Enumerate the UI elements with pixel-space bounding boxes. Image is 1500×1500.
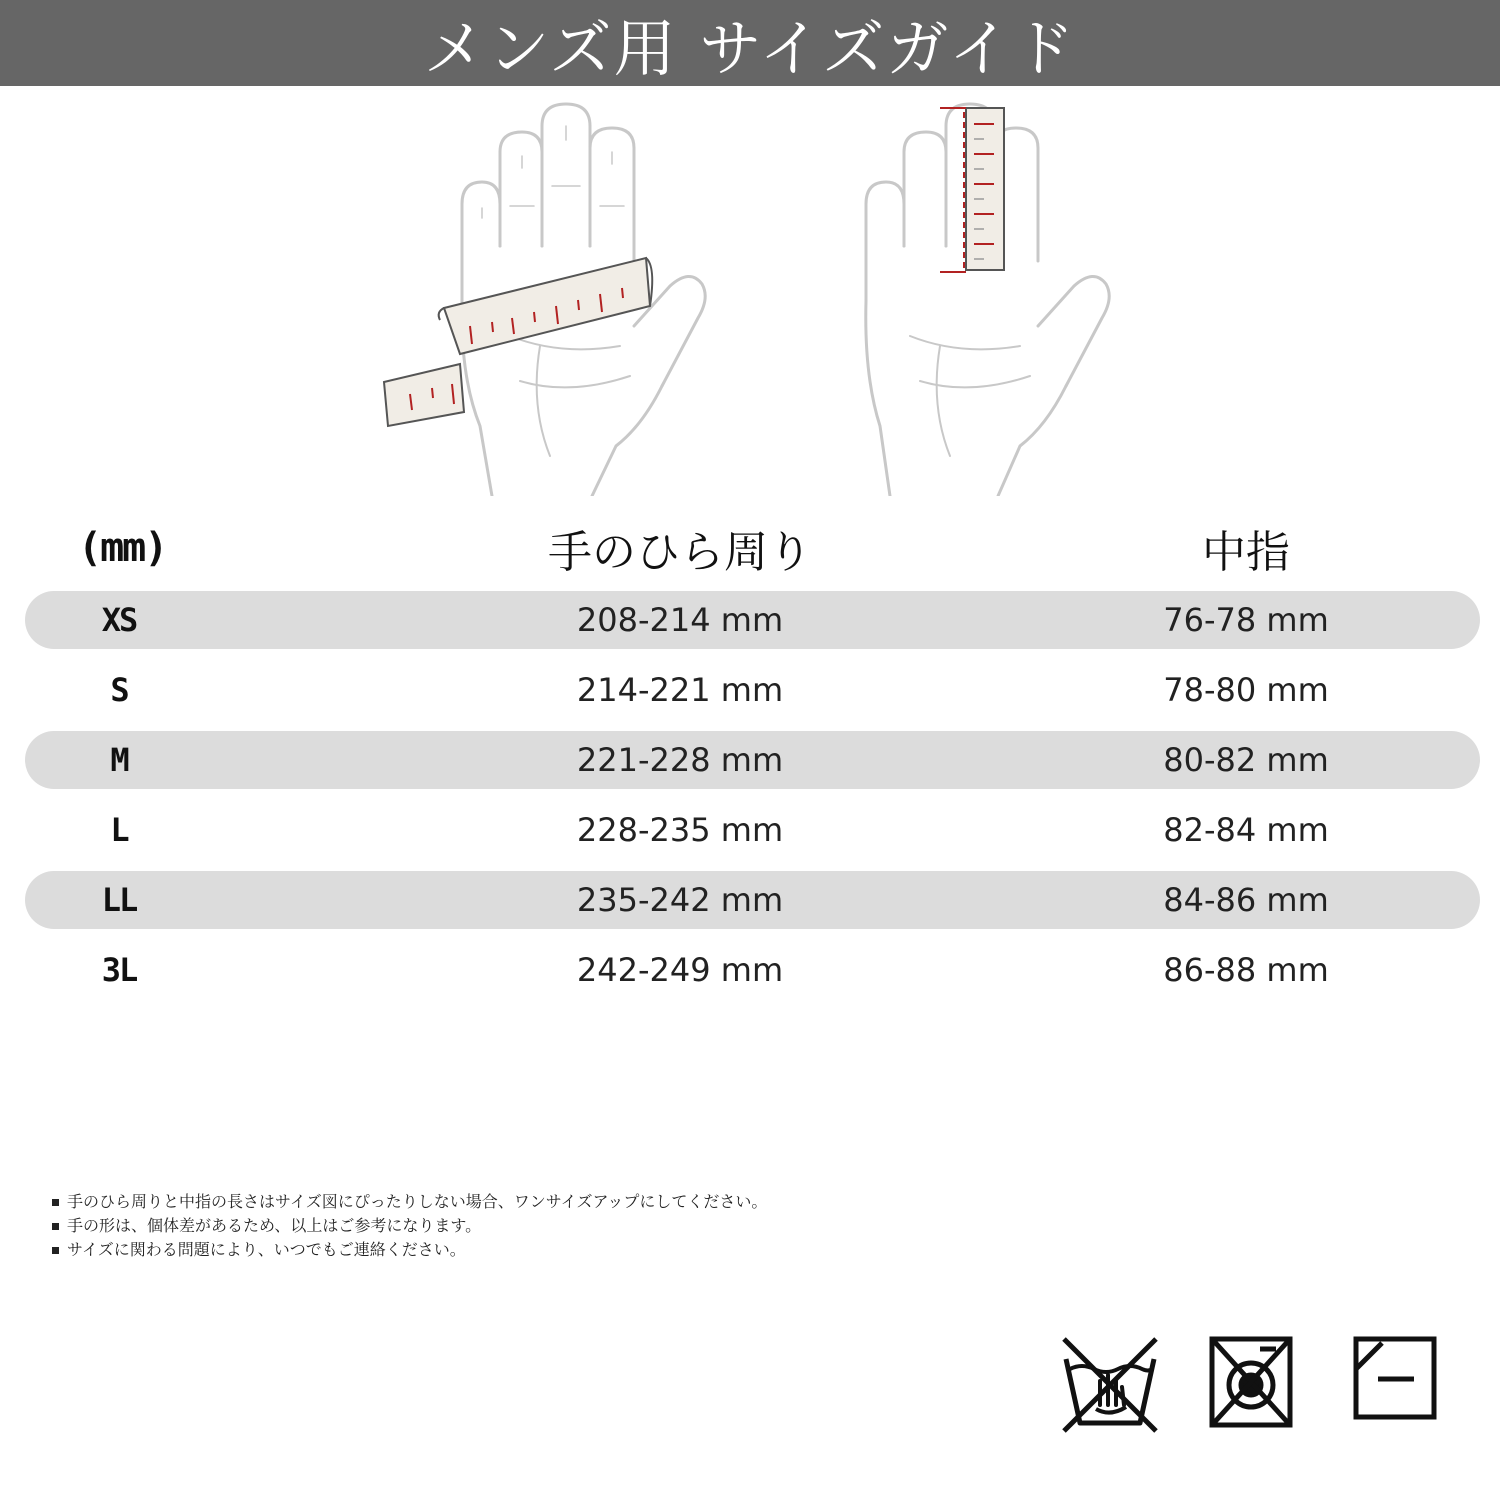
size-cell: XS (101, 601, 137, 639)
size-cell: LL (101, 881, 137, 919)
palm-cell: 208-214 mm (576, 601, 784, 639)
palm-circumference-header: 手のひら周り (548, 527, 812, 578)
finger-cell: 84-86 mm (1163, 881, 1329, 919)
table-row (25, 871, 1480, 929)
table-row (25, 661, 1480, 719)
hand-illustrations (0, 86, 1500, 496)
size-cell: L (110, 811, 128, 849)
note-item (52, 1190, 1052, 1214)
bullet-icon (52, 1223, 59, 1230)
finger-cell: 82-84 mm (1163, 811, 1329, 849)
note-item (52, 1238, 1052, 1262)
table-row (25, 801, 1480, 859)
size-cell: 3L (101, 951, 137, 989)
note-text: 手のひら周りと中指の長さはサイズ図にぴったりしない場合、ワンサイズアップにしてください。 (67, 1192, 768, 1211)
palm-cell: 221-228 mm (576, 741, 784, 779)
finger-cell: 80-82 mm (1163, 741, 1329, 779)
unit-label: (mm) (78, 525, 167, 571)
note-text: 手の形は、個体差があるため、以上はご参考になります。 (67, 1216, 482, 1235)
middle-finger-header: 中指 (1202, 527, 1290, 578)
bullet-icon (52, 1199, 59, 1206)
page-header (0, 0, 1500, 86)
table-row (25, 591, 1480, 649)
table-row (25, 941, 1480, 999)
palm-cell: 242-249 mm (576, 951, 784, 989)
palm-cell: 235-242 mm (576, 881, 784, 919)
notes-list (52, 1190, 1052, 1262)
palm-cell: 228-235 mm (576, 811, 784, 849)
page-title: メンズ用 サイズガイド (423, 11, 1077, 85)
size-table (25, 591, 1480, 1011)
no-tumble-dry-icon (1208, 1335, 1294, 1429)
no-hand-wash-icon (1060, 1335, 1160, 1435)
dry-flat-icon (1352, 1335, 1438, 1421)
palm-circumference-measure-illustration (380, 96, 720, 496)
finger-cell: 86-88 mm (1163, 951, 1329, 989)
note-item (52, 1214, 1052, 1238)
finger-cell: 78-80 mm (1163, 671, 1329, 709)
size-cell: M (110, 741, 128, 779)
middle-finger-length-measure-illustration (860, 96, 1120, 496)
table-row (25, 731, 1480, 789)
finger-cell: 76-78 mm (1163, 601, 1329, 639)
size-cell: S (110, 671, 128, 709)
bullet-icon (52, 1247, 59, 1254)
note-text: サイズに関わる問題により、いつでもご連絡ください。 (67, 1240, 466, 1259)
palm-cell: 214-221 mm (576, 671, 784, 709)
